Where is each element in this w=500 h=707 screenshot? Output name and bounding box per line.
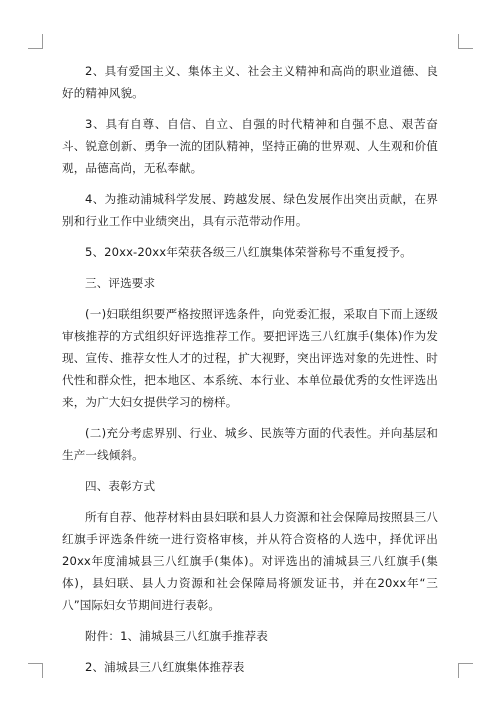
crop-mark-top-right	[458, 34, 473, 49]
section-heading-requirements: 三、评选要求	[85, 276, 156, 290]
document-body	[62, 60, 438, 687]
commendation-paragraph: 所有自荐、他荐材料由县妇联和县人力资源和社会保障局按照县三八红旗手评选条件统一进行资格审核，并从符合资格的人选中，择优评出20xx年度浦城县三八红旗手(集体)。对评选出的浦城县三八红旗手(集体)，县妇联、县人力资源和社会保障局将颁发证书，并在20xx年“三八”国际妇女节期间进行表彰。	[62, 510, 438, 612]
crop-mark-bottom-left	[28, 663, 43, 678]
attachment-line-1: 附件：1、浦城县三八红旗手推荐表	[85, 629, 268, 643]
criteria-item-5: 5、20xx-20xx年荣获各级三八红旗集体荣誉称号不重复授予。	[85, 245, 412, 259]
requirement-item-2: (二)充分考虑界别、行业、城乡、民族等方面的代表性。并向基层和生产一线倾斜。	[62, 426, 438, 462]
requirement-item-1: (一)妇联组织要严格按照评选条件，向党委汇报，采取自下而上逐级审核推荐的方式组织好评选推荐工作。要把评选三八红旗手(集体)作为发现、宣传、推荐女性人才的过程，扩大视野，突出评选对象的先进性、时代性和群众性，把本地区、本系统、本行业、本单位最优秀的女性评选出来，为广大妇女提供学习的榜样。	[62, 307, 438, 409]
crop-mark-bottom-right	[458, 663, 473, 678]
crop-mark-top-left	[28, 34, 43, 49]
criteria-item-2: 2、具有爱国主义、集体主义、社会主义精神和高尚的职业道德、良好的精神风貌。	[62, 64, 438, 100]
criteria-item-3: 3、具有自尊、自信、自立、自强的时代精神和自强不息、艰苦奋斗、锐意创新、勇争一流的团队精神，坚持正确的世界观、人生观和价值观，品德高尚，无私奉献。	[62, 117, 438, 175]
attachment-line-2: 2、浦城县三八红旗集体推荐表	[85, 660, 245, 674]
section-heading-commendation: 四、表彰方式	[85, 479, 156, 493]
criteria-item-4: 4、为推动浦城科学发展、跨越发展、绿色发展作出突出贡献，在界别和行业工作中业绩突出，具有示范带动作用。	[62, 192, 438, 228]
